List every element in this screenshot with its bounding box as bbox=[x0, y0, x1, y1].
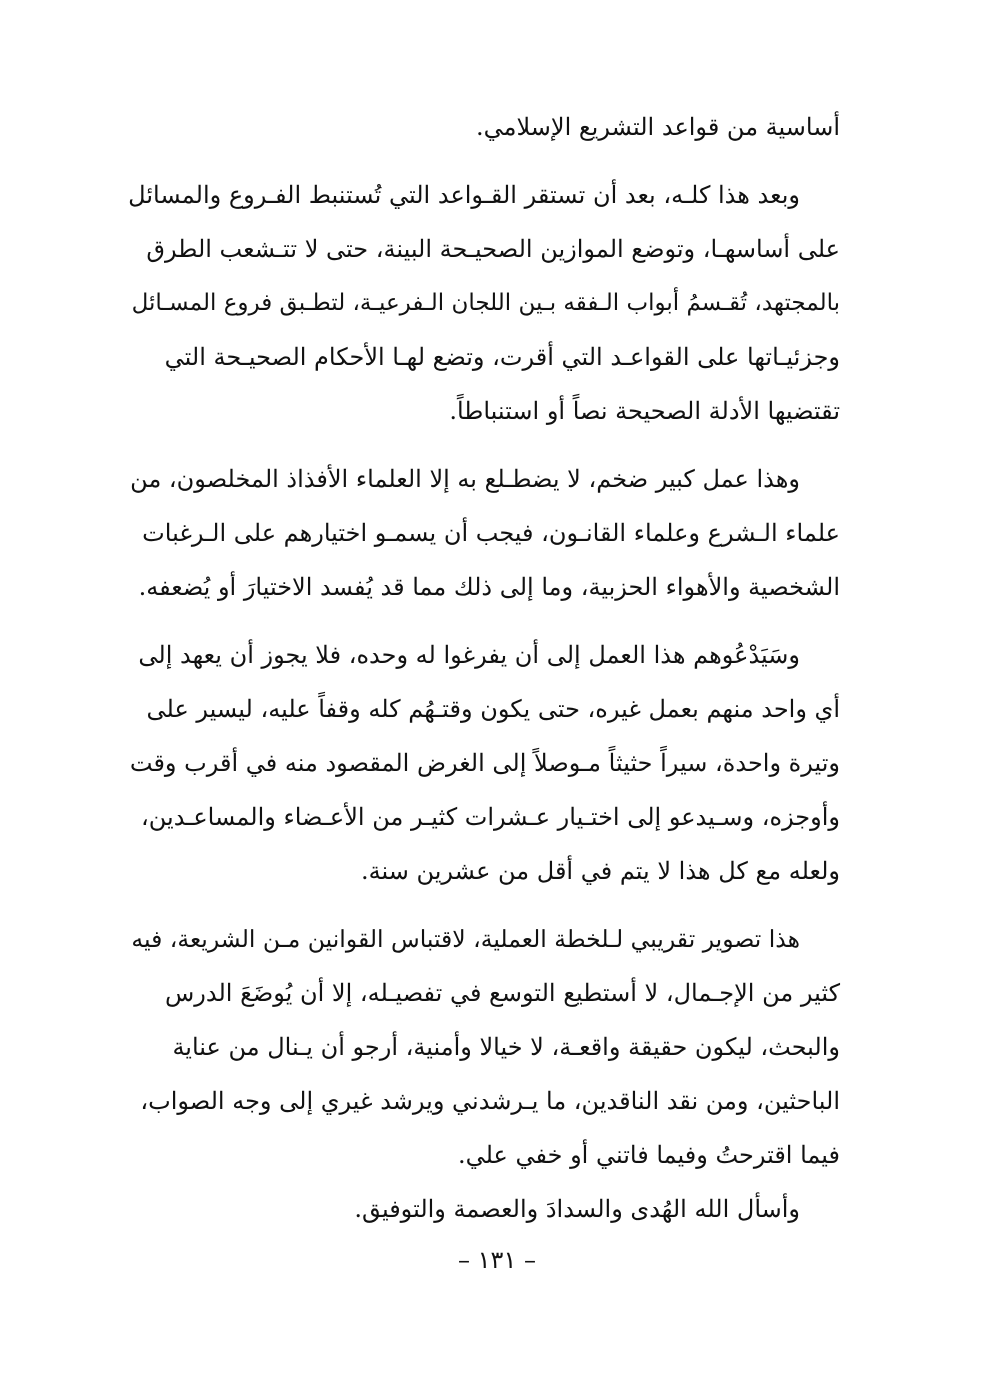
text-line: هذا تصوير تقريبي لـلخطة العملية، لاقتباس القوانين مـن الشريعة، فيه bbox=[131, 925, 800, 953]
paragraph-derivation bbox=[128, 168, 840, 438]
text-line: أي واحد منهم بعمل غيره، حتى يكون وقتـهُم كله وقفاً عليه، ليسير على bbox=[146, 695, 840, 723]
text-line: أساسية من قواعد التشريع الإسلامي. bbox=[475, 113, 840, 141]
paragraph-continuation bbox=[128, 100, 840, 154]
text-line: وتيرة واحدة، سيراً حثيثاً مـوصلاً إلى الغرض المقصود منه في أقرب وقت bbox=[129, 749, 840, 777]
text-line: وسَيَدْعُوهم هذا العمل إلى أن يفرغوا له وحده، فلا يجوز أن يعهد إلى bbox=[138, 641, 800, 669]
paragraph-dedication bbox=[128, 628, 840, 898]
text-line: ولعله مع كل هذا لا يتم في أقل من عشرين سنة. bbox=[360, 857, 840, 885]
text-line: الشخصية والأهواء الحزبية، وما إلى ذلك مما قد يُفسد الاختيارَ أو يُضعفه. bbox=[138, 573, 840, 601]
text-line: الباحثين، ومن نقد الناقدين، ما يـرشدني ويرشد غيري إلى وجه الصواب، bbox=[140, 1087, 840, 1115]
body-text bbox=[128, 100, 840, 1236]
page-number: – ١٣١ – bbox=[458, 1246, 536, 1274]
paragraph-scholars bbox=[128, 452, 840, 614]
text-line: وجزئيـاتها على القواعـد التي أقرت، وتضع لهـا الأحكام الصحيـحة التي bbox=[164, 343, 840, 371]
text-line: وبعد هذا كلـه، بعد أن تستقر القـواعد التي تُستنبط الفـروع والمسائل bbox=[128, 181, 800, 209]
text-line: وأسأل الله الهُدى والسدادَ والعصمة والتوفيق. bbox=[354, 1195, 800, 1223]
text-line: بالمجتهد، تُقـسمُ أبواب الـفقه بـين اللجان الـفرعيـة، لتطـبق فروع المسـائل bbox=[131, 290, 840, 316]
paragraph-closing-prayer bbox=[128, 1182, 840, 1236]
text-line: وهذا عمل كبير ضخم، لا يضطـلع به إلا العلماء الأفذاذ المخلصون، من bbox=[130, 465, 800, 493]
text-line: فيما اقترحتُ وفيما فاتني أو خفي علي. bbox=[457, 1141, 840, 1169]
paragraph-plan bbox=[128, 912, 840, 1182]
text-line: وأوجزه، وسـيدعو إلى اختـيار عـشرات كثيـر من الأعـضاء والمساعـدين، bbox=[141, 803, 840, 831]
text-line: علماء الـشرع وعلماء القانـون، فيجب أن يسمـو اختيارهم على الـرغبات bbox=[142, 519, 840, 547]
text-line: على أساسهـا، وتوضع الموازين الصحيـحة البينة، حتى لا تتـشعب الطرق bbox=[146, 235, 840, 263]
text-line: والبحث، ليكون حقيقة واقعـة، لا خيالا وأمنية، أرجو أن يـنال من عناية bbox=[172, 1033, 840, 1061]
text-line: كثير من الإجـمال، لا أستطيع التوسع في تفصيـله، إلا أن يُوضَعَ الدرس bbox=[165, 979, 840, 1007]
text-line: تقتضيها الأدلة الصحيحة نصاً أو استنباطاً. bbox=[449, 397, 840, 425]
